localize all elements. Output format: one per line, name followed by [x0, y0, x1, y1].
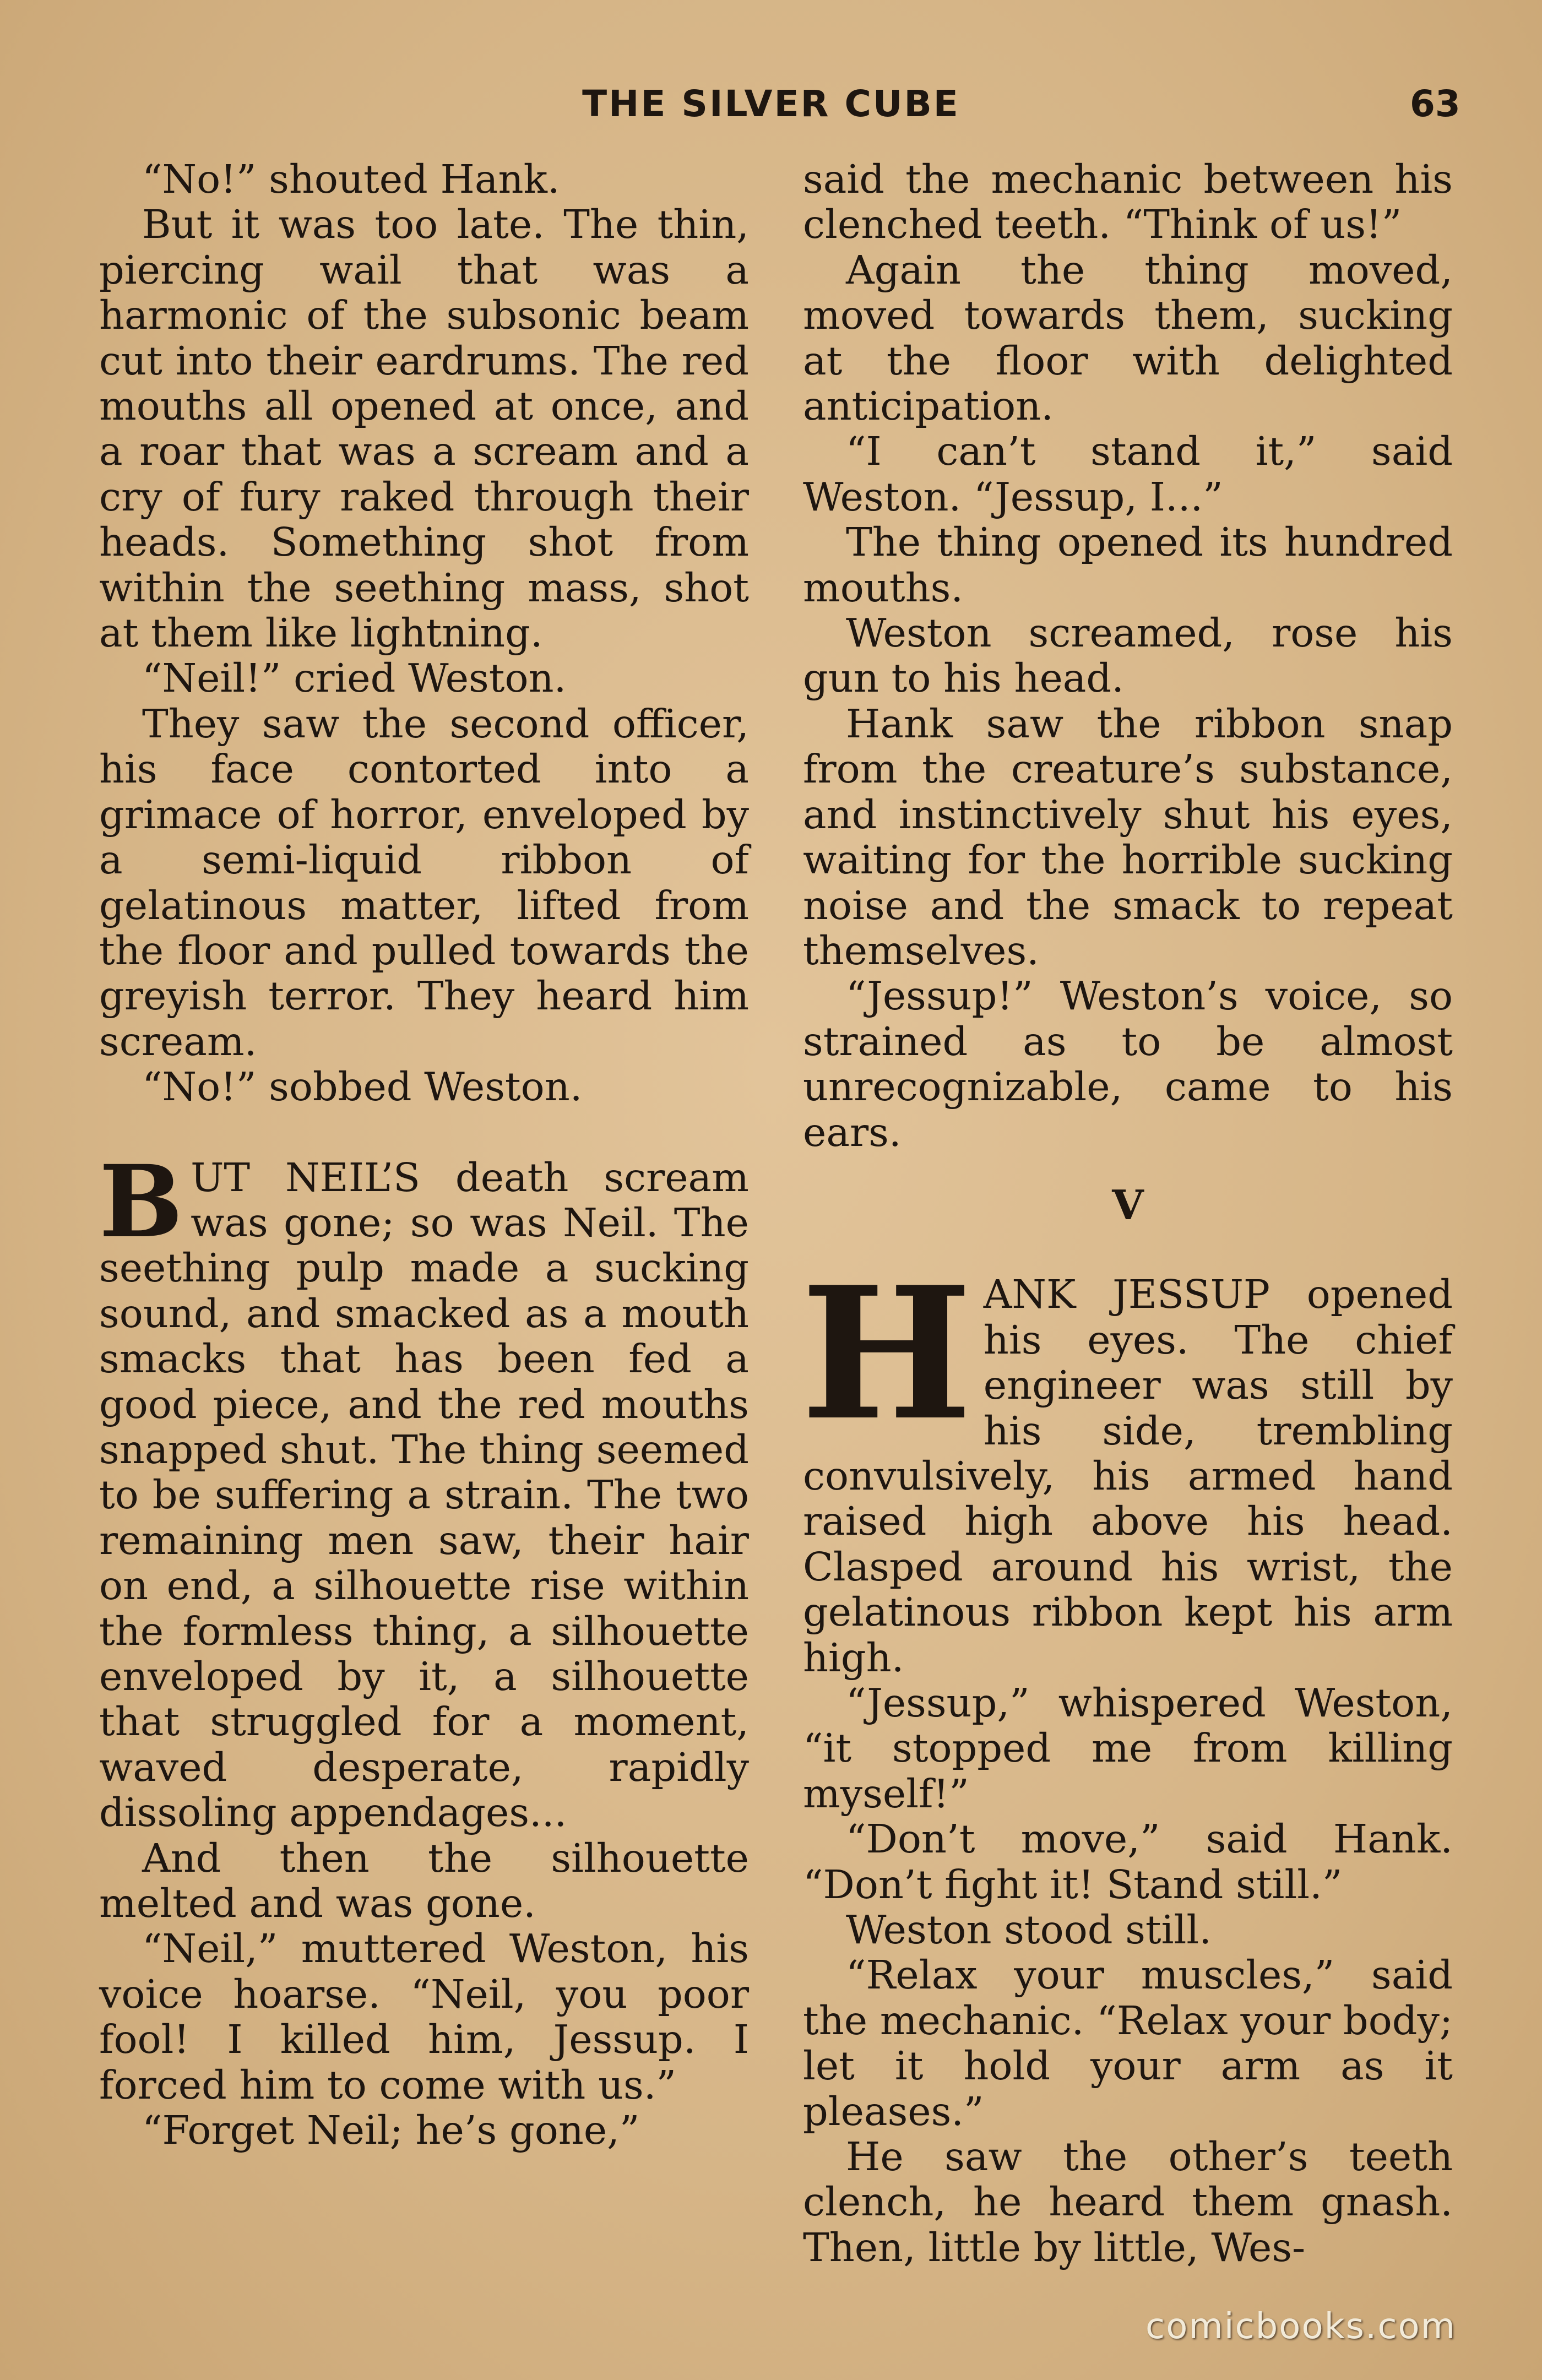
right-text-column [803, 157, 1453, 2270]
paragraph: said the mechanic between his clenched teeth. “Think of us!” [803, 156, 1453, 248]
section-opening-paragraph [99, 1143, 749, 1836]
paragraph: “Jessup!” Weston’s voice, so strained as to be almost unrecognizable, came to his ears. [803, 973, 1453, 1155]
drop-cap: B [99, 1143, 183, 1260]
paragraph: But it was too late. The thin, piercing wail that was a harmonic of the subsonic beam cut into their eardrums. The red mouths all opened at once, and a roar that was a scream and a cry of fury raked through their heads. Something shot from within the seething mass, shot at them like lightning. [99, 202, 749, 656]
paragraph: The thing opened its hundred mouths. [803, 519, 1453, 611]
paragraph: Weston stood still. [846, 1907, 1212, 1953]
paragraph: Again the thing moved, moved towards them, sucking at the floor with delighted anticipation. [803, 247, 1453, 430]
section-opening-paragraph [801, 1247, 1453, 1681]
paragraph: “Forget Neil; he’s gone,” [142, 2107, 640, 2154]
paragraph: He saw the other’s teeth clench, he heard them gnash. Then, little by little, Wes- [803, 2134, 1453, 2270]
paragraph: Weston screamed, rose his gun to his head. [803, 610, 1453, 702]
paragraph-text: UT NEIL’S death scream was gone; so was Neil. The seething pulp made a sucking sound, and smacked as a mouth smacks that has been fed a good piece, and the red mouths snapped shut. The thing seemed to be suffering a strain. The two remaining men saw, their hair on end, a silhouette rise within the formless thing, a silhouette enveloped by it, a silhouette that struggled for a moment, waved desperate, rapidly dissoling appendages... [99, 1154, 749, 1836]
watermark: comicbooks.com [1145, 2306, 1457, 2347]
paragraph: “Neil!” cried Weston. [142, 655, 567, 702]
left-text-column [99, 157, 749, 2153]
paragraph: “Relax your muscles,” said the mechanic. “Relax your body; let it hold your arm as it pleases.” [803, 1952, 1453, 2134]
running-header-title: THE SILVER CUBE [582, 83, 960, 125]
paragraph: “I can’t stand it,” said Weston. “Jessup, I...” [803, 428, 1453, 520]
paragraph: “No!” shouted Hank. [142, 156, 560, 202]
chapter-numeral: V [1112, 1181, 1144, 1229]
paragraph: They saw the second officer, his face contorted into a grimace of horror, enveloped by a semi-liquid ribbon of gelatinous matter, lifted from the floor and pulled towards the greyish terror. They heard him scream. [99, 700, 749, 1064]
paragraph: “Jessup,” whispered Weston, “it stopped me from killing myself!” [803, 1680, 1453, 1817]
paragraph: “No!” sobbed Weston. [142, 1064, 583, 1110]
paragraph: “Don’t move,” said Hank. “Don’t fight it! Stand still.” [803, 1816, 1453, 1908]
paragraph: And then the silhouette melted and was gone. [99, 1835, 749, 1927]
page-number: 63 [1410, 83, 1460, 125]
paragraph-text: ANK JESSUP opened his eyes. The chief engineer was still by his side, trembling convulsively, his armed hand raised high above his head. Clasped around his wrist, the gelatinous ribbon kept his arm high. [803, 1271, 1453, 1681]
drop-cap: H [801, 1247, 973, 1461]
paragraph: Hank saw the ribbon snap from the creature’s substance, and instinctively shut his eyes, waiting for the horrible sucking noise and the smack to repeat themselves. [803, 700, 1453, 974]
paragraph: “Neil,” muttered Weston, his voice hoarse. “Neil, you poor fool! I killed him, Jessup. I forced him to come with us.” [99, 1926, 749, 2108]
